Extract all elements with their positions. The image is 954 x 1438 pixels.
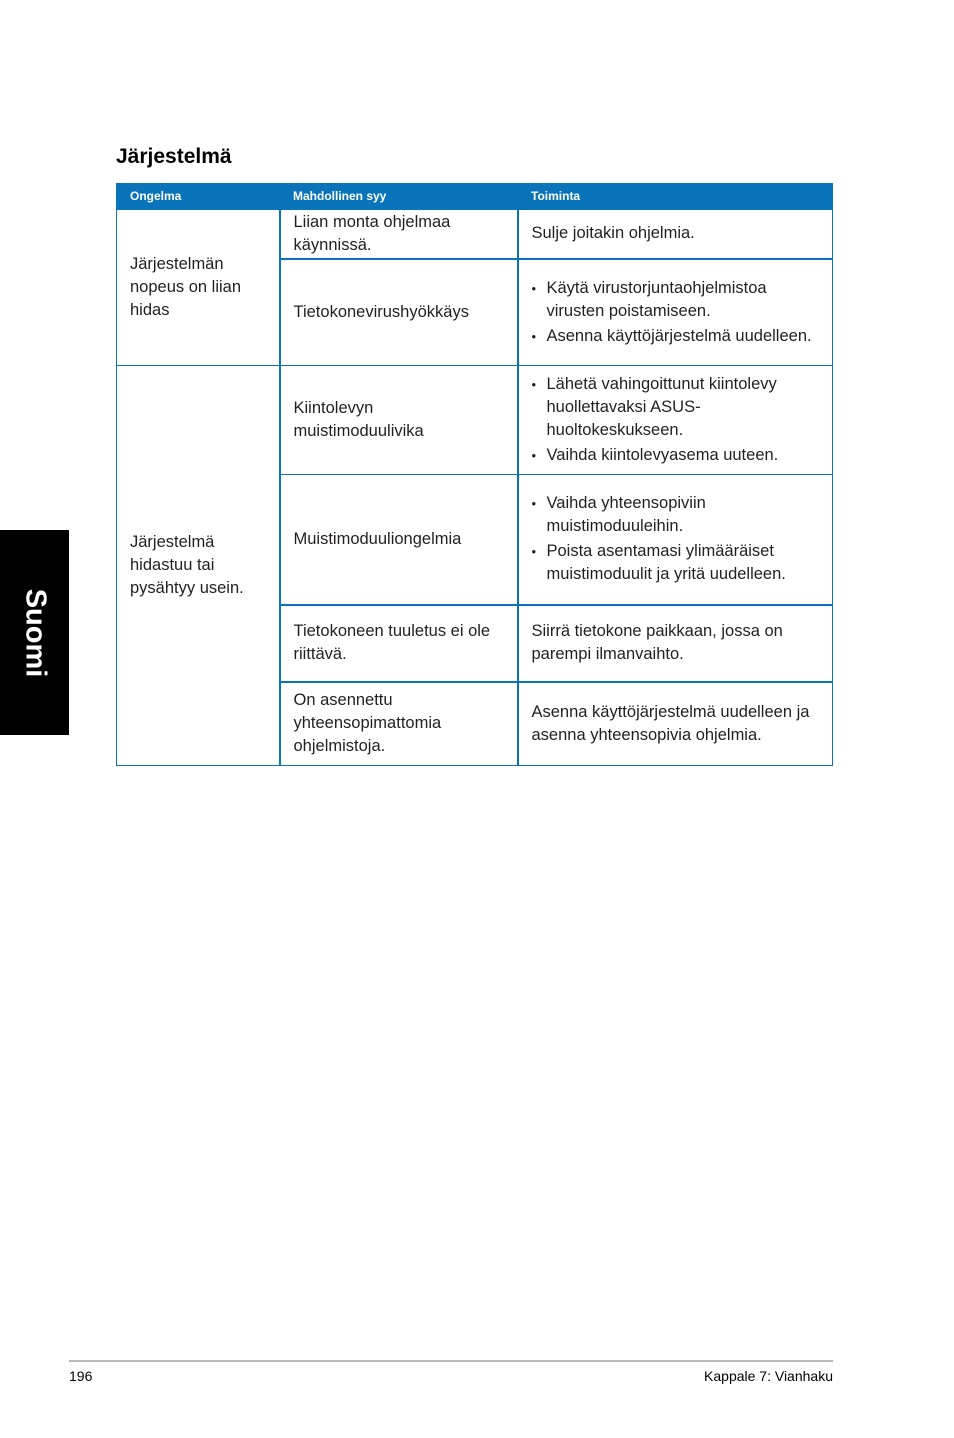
language-side-tab: [0, 530, 69, 735]
action-list: [532, 277, 823, 348]
footer-divider: [69, 1360, 833, 1362]
problem-cell: Järjestelmä hidastuu tai pysähtyy usein.: [117, 366, 280, 766]
table-row: [117, 210, 833, 259]
action-cell: [518, 475, 833, 605]
action-item: • Vaihda yhteensopiviin muistimoduuleihin.: [532, 492, 823, 538]
action-cell: [518, 259, 833, 366]
action-cell: [518, 366, 833, 475]
header-cause: Mahdollinen syy: [280, 184, 518, 210]
action-item: • Käytä virustorjuntaohjelmistoa virusten poistamiseen.: [532, 277, 823, 323]
cause-cell: Muistimoduuliongelmia: [280, 475, 518, 605]
action-cell: Asenna käyttöjärjestelmä uudelleen ja asenna yhteensopivia ohjelmia.: [518, 682, 833, 766]
action-cell: Sulje joitakin ohjelmia.: [518, 210, 833, 259]
action-list: [532, 492, 823, 586]
action-item: • Asenna käyttöjärjestelmä uudelleen.: [532, 325, 823, 348]
action-list: [532, 373, 823, 467]
action-cell: Siirrä tietokone paikkaan, jossa on parempi ilmanvaihto.: [518, 605, 833, 682]
header-action: Toiminta: [518, 184, 833, 210]
action-item: • Poista asentamasi ylimääräiset muistimoduulit ja yritä uudelleen.: [532, 540, 823, 586]
cause-cell: Tietokoneen tuuletus ei ole riittävä.: [280, 605, 518, 682]
chapter-label: Kappale 7: Vianhaku: [704, 1368, 833, 1384]
table-row: [117, 366, 833, 475]
action-item: • Vaihda kiintolevyasema uuteen.: [532, 444, 823, 467]
problem-cell: Järjestelmän nopeus on liian hidas: [117, 210, 280, 366]
cause-cell: Tietokonevirushyökkäys: [280, 259, 518, 366]
header-problem: Ongelma: [117, 184, 280, 210]
table-header-row: [117, 184, 833, 210]
troubleshooting-table: [116, 183, 833, 766]
page-number: 196: [69, 1368, 93, 1384]
section-title: Järjestelmä: [116, 145, 232, 168]
language-tab-label: Suomi: [19, 588, 51, 677]
cause-cell: On asennettu yhteensopimattomia ohjelmistoja.: [280, 682, 518, 766]
cause-cell: Liian monta ohjelmaa käynnissä.: [280, 210, 518, 259]
action-item: • Lähetä vahingoittunut kiintolevy huollettavaksi ASUS-huoltokeskukseen.: [532, 373, 823, 442]
cause-cell: Kiintolevyn muistimoduulivika: [280, 366, 518, 475]
